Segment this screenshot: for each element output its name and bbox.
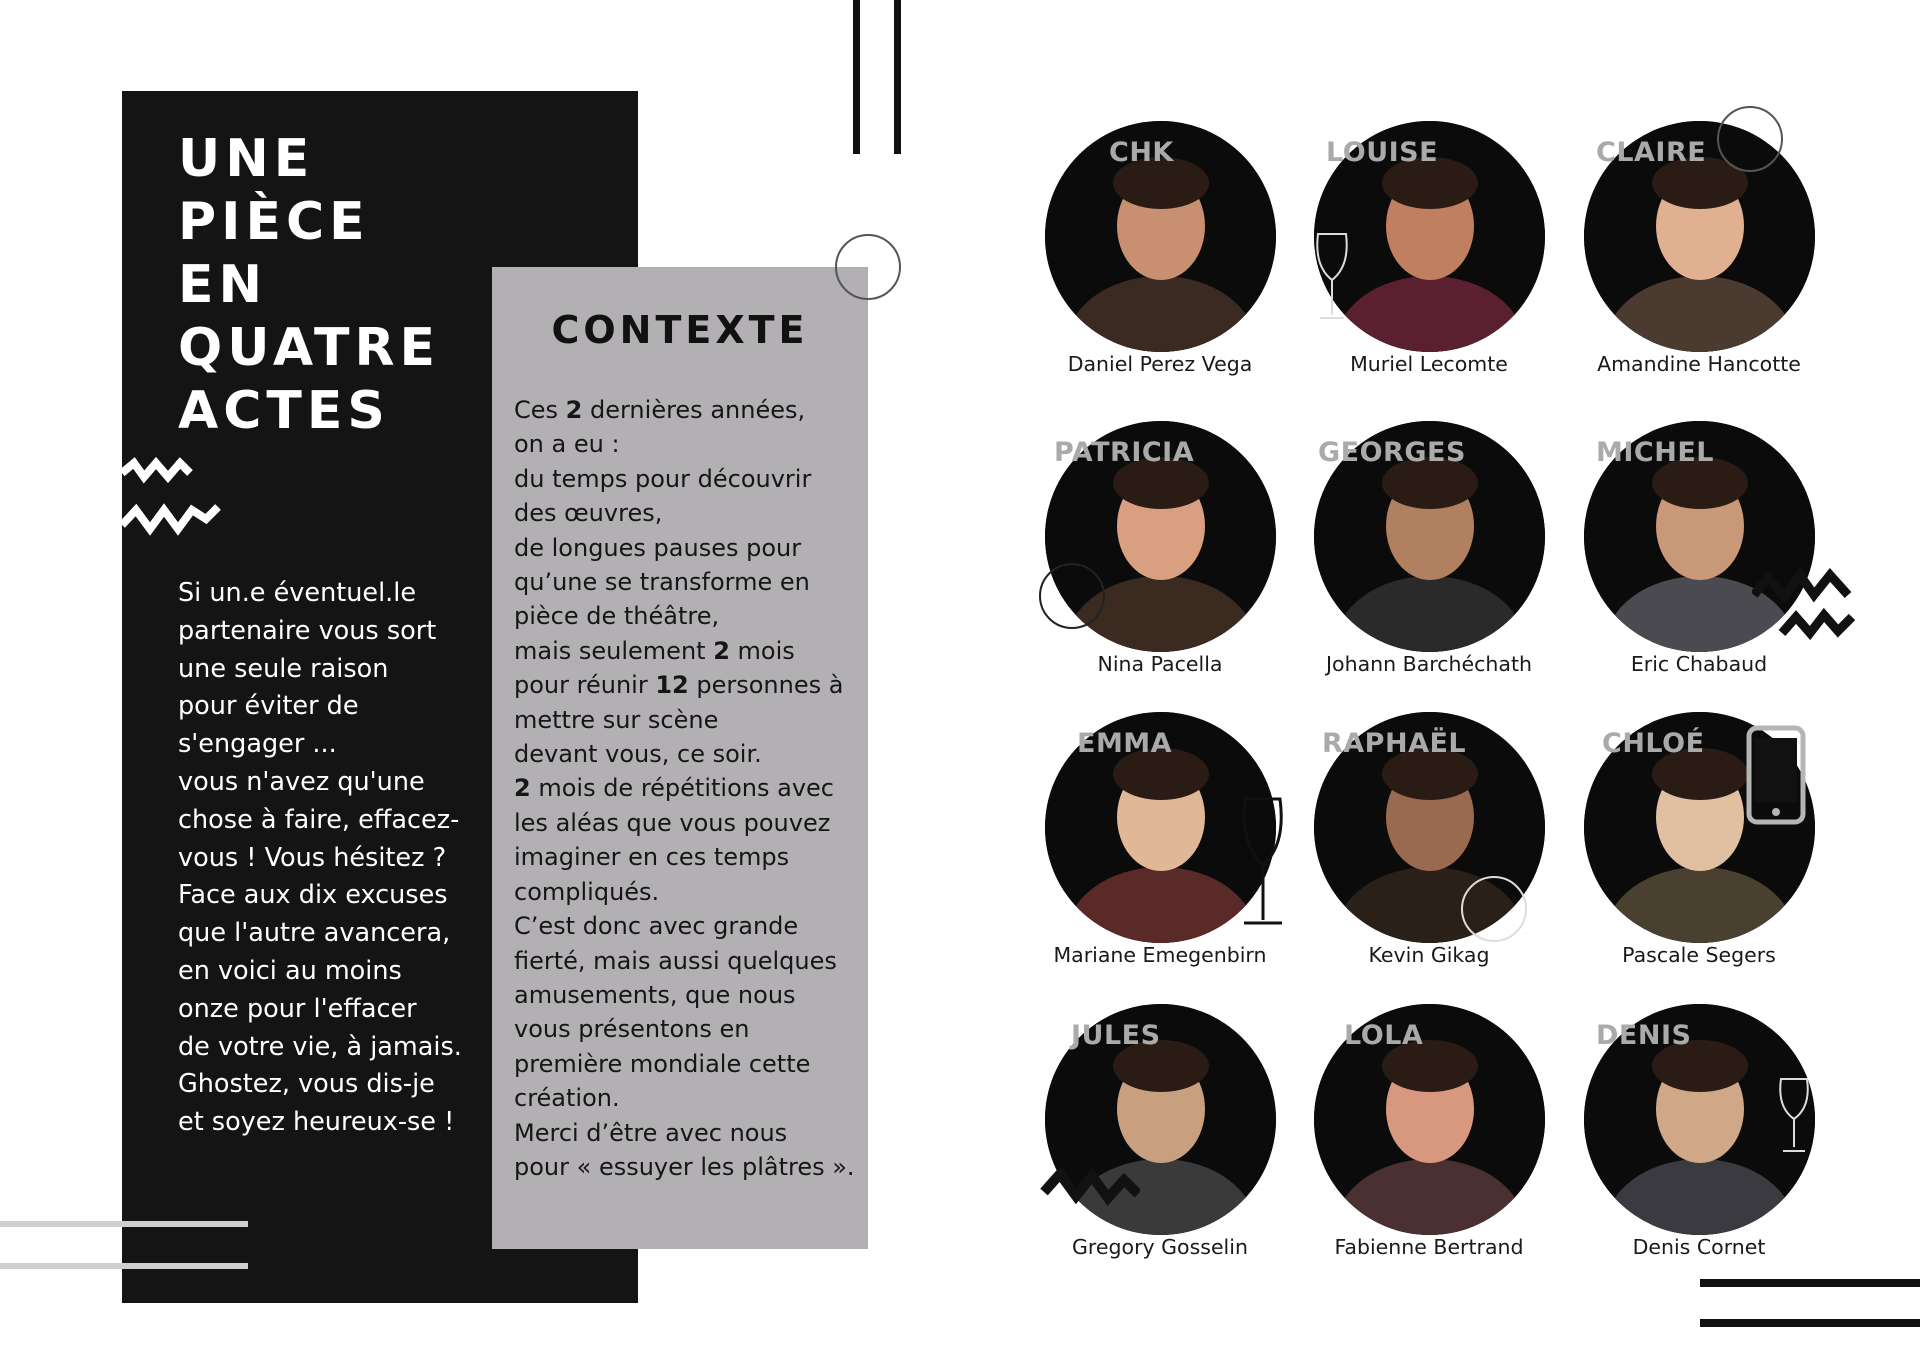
- actor-name: Denis Cornet: [1632, 1235, 1766, 1259]
- context-line: [514, 978, 859, 1012]
- intro-line: de votre vie, à jamais.: [178, 1031, 462, 1062]
- context-text: [514, 393, 859, 1184]
- actor-name: Eric Chabaud: [1630, 652, 1768, 676]
- wine-glass-icon: [1775, 1075, 1815, 1160]
- title-line: UNE: [178, 129, 315, 189]
- decor-bar: [853, 0, 860, 154]
- intro-line: une seule raison: [178, 653, 389, 684]
- cast-card: [1540, 1004, 1810, 1294]
- context-line: [514, 944, 859, 978]
- actor-name: Fabienne Bertrand: [1334, 1235, 1524, 1259]
- cast-card: [1001, 1004, 1271, 1294]
- cast-card: [1001, 121, 1271, 411]
- intro-line: Si un.e éventuel.le: [178, 578, 417, 608]
- context-line-text: pour réunir: [514, 671, 656, 700]
- context-line: [514, 565, 859, 599]
- title-line: ACTES: [178, 381, 390, 441]
- character-name: CHLOÉ: [1602, 728, 1705, 759]
- context-number: 2: [514, 774, 531, 803]
- context-line: [514, 737, 859, 771]
- intro-line: et soyez heureux-se !: [178, 1107, 455, 1138]
- context-line-text: des œuvres,: [514, 499, 663, 528]
- decor-line: [0, 1263, 248, 1269]
- wine-glass-icon: [1310, 230, 1355, 330]
- decor-line: [1700, 1319, 1920, 1327]
- context-line-text: fierté, mais aussi quelques: [514, 946, 837, 975]
- intro-line: Ghostez, vous dis-je: [178, 1069, 435, 1100]
- context-line-text: pièce de théâtre,: [514, 602, 720, 631]
- context-line-text: mois de répétitions avec: [530, 774, 834, 803]
- title-line: PIÈCE: [178, 192, 370, 252]
- character-name: JULES: [1071, 1020, 1161, 1051]
- character-name: PATRICIA: [1054, 437, 1195, 468]
- context-line-text: dernières années,: [582, 396, 806, 424]
- character-name: LOLA: [1344, 1020, 1424, 1051]
- context-line-text: compliqués.: [514, 877, 660, 906]
- actor-name: Kevin Gikag: [1368, 943, 1490, 967]
- context-line: [514, 840, 859, 874]
- intro-line: pour éviter de: [178, 691, 359, 722]
- character-name: GEORGES: [1318, 437, 1466, 468]
- wine-glass-icon: [1230, 795, 1295, 935]
- context-line: [514, 875, 859, 909]
- context-line: [514, 531, 859, 565]
- context-line-text: du temps pour découvrir: [514, 464, 812, 493]
- circle-outline-icon: [833, 232, 903, 302]
- context-line-text: C’est donc avec grande: [514, 912, 799, 941]
- character-name: DENIS: [1596, 1020, 1692, 1051]
- actor-name: Pascale Segers: [1622, 943, 1776, 967]
- context-line: [514, 462, 859, 496]
- cast-card: [1270, 421, 1540, 711]
- intro-line: vous ! Vous hésitez ?: [178, 842, 447, 873]
- context-heading: CONTEXTE: [551, 308, 809, 352]
- actor-name: Daniel Perez Vega: [1067, 352, 1253, 376]
- character-name: MICHEL: [1596, 437, 1714, 468]
- intro-line: partenaire vous sort: [178, 615, 437, 646]
- context-line-text: mois: [729, 636, 795, 665]
- context-line: [514, 1150, 859, 1184]
- context-line: [514, 1116, 859, 1150]
- context-line: [514, 703, 859, 737]
- cast-card: [1270, 1004, 1540, 1294]
- context-line-text: Merci d’être avec nous: [514, 1118, 788, 1147]
- context-line-text: mais seulement: [514, 636, 714, 665]
- intro-line: onze pour l'effacer: [178, 993, 417, 1024]
- context-line-text: Ces: [514, 396, 566, 424]
- character-name: RAPHAËL: [1322, 728, 1467, 759]
- context-line-text: personnes à: [688, 671, 844, 700]
- context-line-text: pour « essuyer les plâtres ».: [514, 1152, 855, 1181]
- title-line: QUATRE: [178, 318, 441, 378]
- circle-outline-icon: [1036, 560, 1108, 632]
- intro-line: que l'autre avancera,: [178, 918, 451, 949]
- intro-line: chose à faire, effacez-: [178, 804, 460, 835]
- actor-name: Amandine Hancotte: [1597, 352, 1801, 376]
- intro-line: vous n'avez qu'une: [178, 766, 425, 797]
- context-line-text: de longues pauses pour: [514, 533, 802, 562]
- decor-line: [1700, 1279, 1920, 1287]
- circle-outline-icon: [1458, 873, 1530, 945]
- context-number: 2: [565, 396, 583, 424]
- character-name: EMMA: [1077, 728, 1173, 759]
- actor-name: Mariane Emegenbirn: [1053, 943, 1267, 967]
- context-line-text: vous présentons en: [514, 1015, 750, 1044]
- context-number: 12: [655, 671, 689, 700]
- actor-name: Gregory Gosselin: [1072, 1235, 1248, 1259]
- zigzag-icon: [122, 455, 222, 545]
- context-line: [514, 806, 859, 840]
- context-number: 2: [713, 636, 730, 665]
- context-line: [514, 909, 859, 943]
- context-line-text: création.: [514, 1084, 620, 1113]
- context-line-text: qu’une se transforme en: [514, 568, 810, 597]
- cast-card: [1270, 712, 1540, 1002]
- context-line-text: les aléas que vous pouvez: [514, 808, 831, 837]
- main-title: [178, 128, 538, 443]
- title-line: EN: [178, 255, 268, 315]
- context-line: [514, 496, 859, 530]
- intro-line: Face aux dix excuses: [178, 880, 448, 911]
- context-line: [514, 393, 859, 427]
- phone-icon: [1745, 724, 1807, 826]
- context-line-text: devant vous, ce soir.: [514, 740, 762, 769]
- circle-outline-icon: [1714, 103, 1786, 175]
- context-line: [514, 668, 859, 702]
- context-line: [514, 1047, 859, 1081]
- character-name: CLAIRE: [1596, 137, 1707, 168]
- zigzag-icon: [1752, 555, 1857, 640]
- decor-line: [0, 1221, 248, 1227]
- character-name: LOUISE: [1326, 137, 1439, 168]
- context-line-text: amusements, que nous: [514, 980, 796, 1009]
- actor-name: Nina Pacella: [1097, 652, 1223, 676]
- context-line-text: on a eu :: [514, 430, 620, 459]
- context-line: [514, 1081, 859, 1115]
- intro-text: [178, 575, 478, 1142]
- character-name: CHK: [1109, 137, 1174, 168]
- zigzag-icon: [1040, 1162, 1140, 1232]
- context-line: [514, 771, 859, 805]
- intro-line: s'engager ...: [178, 729, 337, 760]
- context-line-text: première mondiale cette: [514, 1049, 811, 1078]
- context-line: [514, 427, 859, 461]
- context-line-text: mettre sur scène: [514, 705, 719, 734]
- decor-bar: [894, 0, 901, 154]
- intro-line: en voici au moins: [178, 955, 402, 986]
- context-line: [514, 599, 859, 633]
- actor-name: Johann Barchéchath: [1326, 652, 1532, 676]
- context-line: [514, 634, 859, 668]
- context-line-text: imaginer en ces temps: [514, 843, 790, 872]
- context-line: [514, 1012, 859, 1046]
- actor-name: Muriel Lecomte: [1350, 352, 1508, 376]
